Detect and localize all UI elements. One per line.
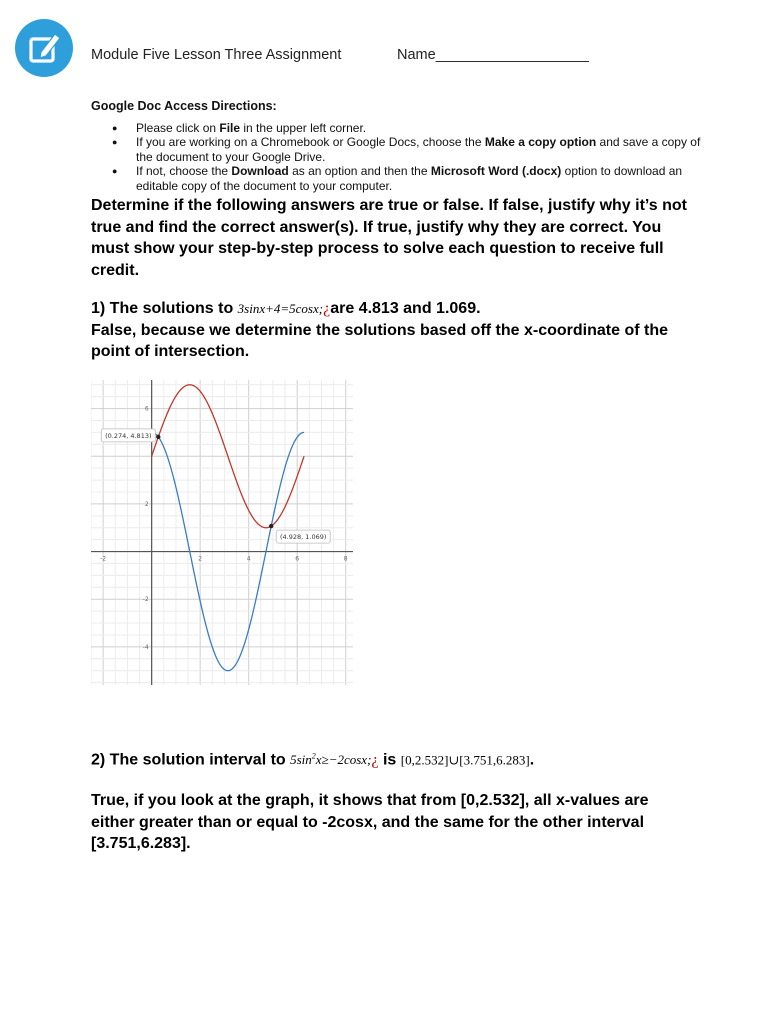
function-graph: [91, 380, 353, 685]
directions-text: option to download an editable copy of the document to your computer.: [136, 164, 683, 193]
assignment-title: Module Five Lesson Three Assignment: [91, 47, 342, 63]
directions-bold: Make a copy option: [484, 135, 597, 149]
x-tick-label: -2: [100, 555, 107, 563]
point-label: (0.274, 4.813): [105, 431, 152, 440]
question-1-suffix: are 4.813 and 1.069.: [330, 300, 481, 317]
question-1-prefix: 1) The solutions to: [91, 300, 238, 317]
directions-item: [91, 164, 711, 193]
directions-list: [91, 121, 711, 194]
directions-bold: File: [219, 120, 241, 135]
question-2-answer: True, if you look at the graph, it shows that from [0,2.532], all x-values are either greater than or equal to -2cosx, and the same for the other interval [3.751,6.283].: [91, 792, 649, 852]
question-2-end: .: [529, 751, 535, 769]
directions-bold: Microsoft Word (.docx): [430, 164, 562, 178]
question-2: [91, 746, 691, 771]
directions-item: [91, 121, 711, 136]
directions-text: as an option and then the: [288, 164, 431, 178]
y-tick-label: -4: [142, 643, 149, 651]
question-1-prompt: [91, 298, 691, 320]
question-2-mid: is: [378, 751, 401, 769]
question-1-answer: False, because we determine the solutions based off the x-coordinate of the point of intersection.: [91, 321, 669, 360]
directions-bold: Download: [231, 164, 289, 178]
edit-icon: [15, 19, 73, 77]
y-tick-label: 2: [144, 500, 149, 508]
directions-text: If you are working on a Chromebook or Google Docs, choose the: [136, 135, 485, 149]
x-tick-label: 8: [343, 555, 348, 563]
question-2-artifact: ¿: [371, 751, 379, 769]
question-1-equation: 3sinx+4=5cosx;: [237, 301, 324, 316]
edit-icon-glyph: [15, 19, 73, 77]
name-label: Name: [397, 47, 436, 63]
question-2-inequality: [290, 752, 371, 767]
directions-text: and save a copy of the document to your Google Drive.: [136, 135, 701, 164]
x-tick-label: 2: [198, 555, 203, 563]
x-tick-label: 6: [295, 555, 300, 563]
directions-text: If not, choose the: [136, 164, 232, 178]
name-field: [397, 47, 589, 63]
x-tick-label: 4: [246, 555, 251, 563]
question-1-artifact: ¿: [323, 300, 331, 317]
question-1: [91, 298, 691, 363]
instructions: Determine if the following answers are true or false. If false, justify why it’s not true and find the correct answer(s). If true, justify why they are correct. You must show your step-by-step process to solve each question to receive full credit.: [91, 197, 687, 279]
question-2-prefix: 2) The solution interval to: [91, 751, 291, 769]
name-blank: ___________________: [435, 47, 589, 63]
google-doc-directions: [91, 99, 711, 193]
directions-title: Google Doc Access Directions:: [91, 99, 277, 113]
intersection-point: [156, 435, 160, 439]
directions-text: in the upper left corner.: [240, 120, 367, 135]
point-label: (4.928, 1.069): [279, 533, 327, 542]
inequality-part: x≥−2cosx;: [315, 752, 372, 768]
y-tick-label: -2: [142, 596, 149, 604]
directions-text: Please click on: [136, 120, 220, 135]
inequality-part: 5sin: [290, 752, 312, 768]
question-2-interval: [0,2.532]∪[3.751,6.283]: [400, 752, 530, 768]
inequality-exponent: 2: [311, 752, 316, 761]
intersection-point: [269, 524, 273, 528]
directions-item: [91, 135, 711, 164]
y-tick-label: 6: [144, 405, 149, 413]
